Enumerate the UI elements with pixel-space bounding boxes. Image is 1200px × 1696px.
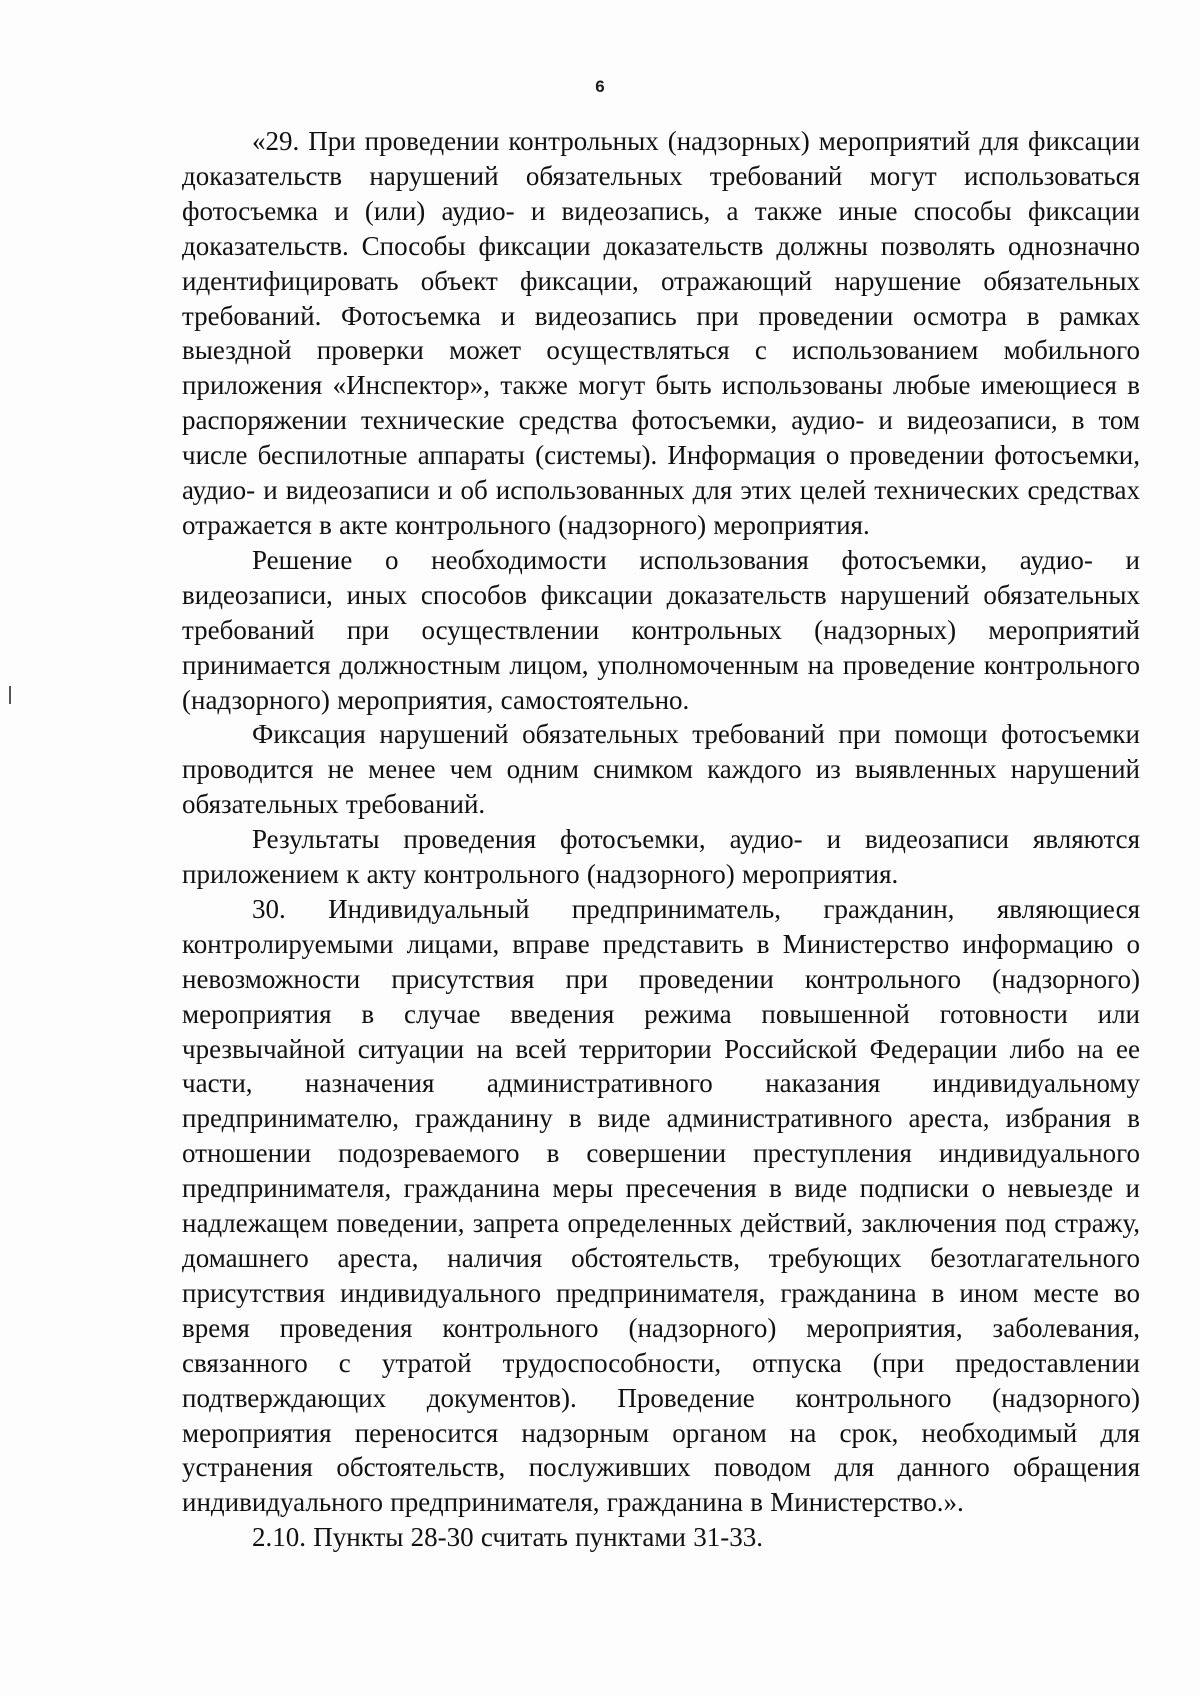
paragraph-fixation: Фиксация нарушений обязательных требований при помощи фотосъемки проводится не менее чем одним снимком каждого из выявленных нарушений обязательных требований. xyxy=(182,719,1140,820)
paragraph-item-29: «29. При проведении контрольных (надзорных) мероприятий для фиксации доказательств нарушений обязательных требований могут использоваться фотосъемка и (или) аудио- и видеозапись, а также иные способы фиксации доказательств. Способы фиксации доказательств должны позволять однозначно идентифицировать объект фиксации, отражающий нарушение обязательных требований. Фотосъемка и видеозапись при проведении осмотра в рамках выездной проверки может осуществляться с использованием мобильного приложения «Инспектор», также могут быть использованы любые имеющиеся в распоряжении технические средства фотосъемки, аудио- и видеозаписи, в том числе беспилотные аппараты (системы). Информация о проведении фотосъемки, аудио- и видеозаписи и об использованных для этих целей технических средствах отражается в акте контрольного (надзорного) мероприятия. xyxy=(182,126,1140,540)
paragraph-decision: Решение о необходимости использования фотосъемки, аудио- и видеозаписи, иных способов фиксации доказательств нарушений обязательных требований при осуществлении контрольных (надзорных) мероприятий принимается должностным лицом, уполномоченным на проведение контрольного (надзорного) мероприятия, самостоятельно. xyxy=(182,544,1140,715)
paragraph-2-10: 2.10. Пункты 28-30 считать пунктами 31-33. xyxy=(252,1522,763,1553)
paragraph-results: Результаты проведения фотосъемки, аудио- и видеозаписи являются приложением к акту контрольного (надзорного) мероприятия. xyxy=(182,824,1140,890)
document-body xyxy=(182,124,1140,1555)
page-number: 6 xyxy=(595,77,605,96)
paragraph-item-30: 30. Индивидуальный предприниматель, гражданин, являющиеся контролируемыми лицами, вправе представить в Министерство информацию о невозможности присутствия при проведении контрольного (надзорного) мероприятия в случае введения режима повышенной готовности или чрезвычайной ситуации на всей территории Российской Федерации либо на ее части, назначения административного наказания индивидуальному предпринимателю, гражданину в виде административного ареста, избрания в отношении подозреваемого в совершении преступления индивидуального предпринимателя, гражданина меры пресечения в виде подписки о невыезде и надлежащем поведении, запрета определенных действий, заключения под стражу, домашнего ареста, наличия обстоятельств, требующих безотлагательного присутствия индивидуального предпринимателя, гражданина в ином месте во время проведения контрольного (надзорного) мероприятия, заболевания, связанного с утратой трудоспособности, отпуска (при предоставлении подтверждающих документов). Проведение контрольного (надзорного) мероприятия переносится надзорным органом на срок, необходимый для устранения обстоятельств, послуживших поводом для данного обращения индивидуального предпринимателя, гражданина в Министерство.». xyxy=(182,893,1140,1518)
scan-edge-mark xyxy=(9,686,11,704)
